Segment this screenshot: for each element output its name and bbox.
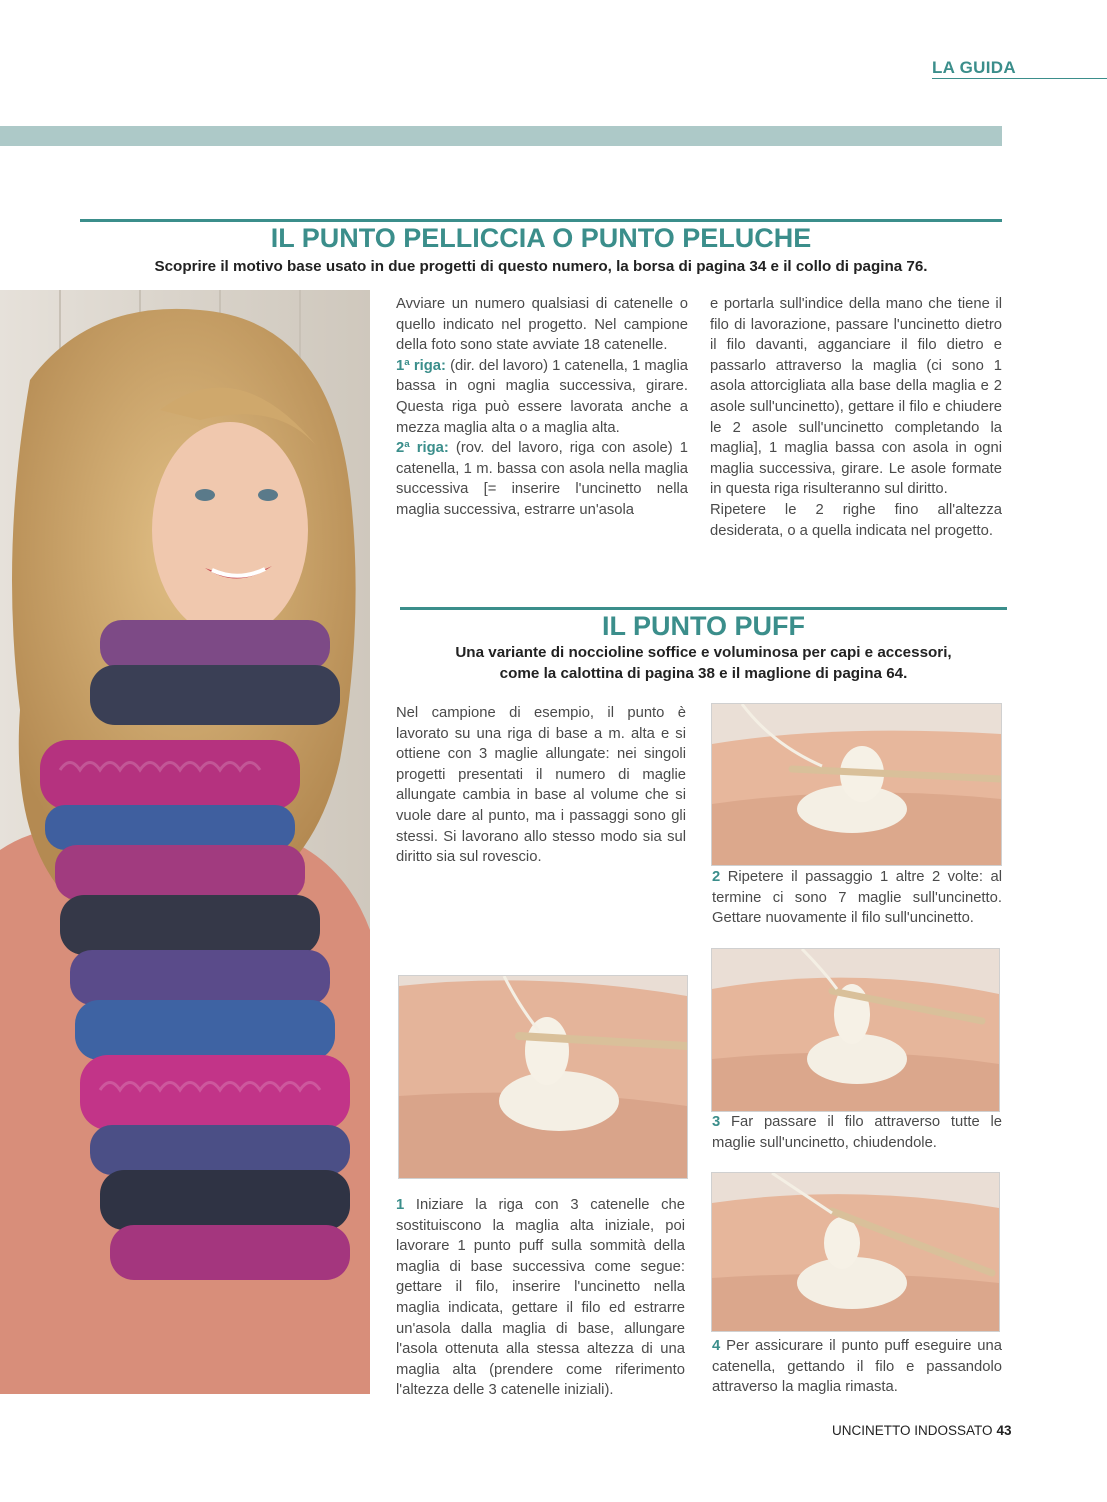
section1-repeat: Ripetere le 2 righe fino all'altezza desiderata, o a quella indicata nel progetto.: [710, 501, 1002, 539]
crochet-hand-illustration: [712, 1173, 999, 1331]
header-rule: [932, 78, 1107, 79]
step1-text: Iniziare la riga con 3 catenelle che sostituiscono la maglia alta iniziale, poi lavorare 1 punto puff sulla sommità della maglia di base successiva come segue: gettare il filo, inserire l'uncinetto nella maglia indicata, gettare il filo ed estrarre un'asola dalla maglia di base, allungare l'asola ottenuta alla stessa altezza di una maglia alta (prendere come riferimento l'altezza delle 3 catenelle iniziali).: [396, 1197, 685, 1399]
model-photo: [0, 290, 370, 1394]
section2-subtitle-line1: Una variante di noccioline soffice e voluminosa per capi e accessori,: [455, 644, 952, 661]
section2-title: IL PUNTO PUFF: [601, 611, 805, 641]
section2-subtitle-line2: come la calottina di pagina 38 e il maglione di pagina 64.: [499, 665, 908, 682]
step2-number: 2: [712, 869, 721, 885]
step1-caption: [396, 1195, 685, 1401]
section1-rule: [80, 219, 1002, 222]
section1-col2-text: e portarla sull'indice della mano che tiene il filo di lavorazione, passare l'uncinetto dietro il filo davanti, agganciare il filo dietro e passarlo attraverso la maglia (ci sono 1 asola attorcigliata alla base della maglia e 2 asole sull'uncinetto), gettare il filo e chiudere le 2 asole sull'uncinetto completando la maglia], 1 maglia bassa con asola in ogni maglia successiva, girare. Le asole formate in questa riga risulteranno sul diritto.: [710, 296, 1002, 498]
step3-number: 3: [712, 1114, 721, 1130]
step4-number: 4: [712, 1338, 721, 1354]
step2-caption: [712, 867, 1002, 929]
step3-photo: [711, 948, 1000, 1112]
section2-rule: [400, 607, 1007, 610]
section1-row1: [396, 356, 688, 438]
row2-text: (rov. del lavoro, riga con asole) 1 catenella, 1 m. bassa con asola nella maglia successiva [= inserire l'uncinetto nella maglia successiva, estrarre un'asola: [396, 440, 688, 518]
step3-caption: [712, 1112, 1002, 1153]
page-number: 43: [996, 1423, 1012, 1438]
section2-intro: Nel campione di esempio, il punto è lavorato su una riga di base a m. alta e si ottiene con 3 maglie allungate: nei singoli progetti presentati il numero di maglie allungate cambia in base al volume che si vuole dare al punto, ma i passaggi sono gli stessi. Si lavorano allo stesso modo sia sul diritto sia sul rovescio.: [396, 705, 686, 866]
crochet-hand-illustration: [399, 976, 687, 1178]
page-footer: [832, 1423, 1012, 1438]
step3-text: Far passare il filo attraverso tutte le maglie sull'uncinetto, chiudendole.: [712, 1114, 1002, 1151]
section1-row2: [396, 438, 688, 520]
section1-column-1: [396, 294, 688, 521]
step2-photo: [711, 703, 1002, 866]
section-label: LA GUIDA: [932, 58, 1016, 77]
step4-caption: [712, 1336, 1002, 1398]
step1-number: 1: [396, 1197, 405, 1213]
step1-photo: [398, 975, 688, 1179]
header-band: [0, 126, 1002, 146]
section1-intro: Avviare un numero qualsiasi di catenelle o quello indicato nel progetto. Nel campione della foto sono state avviate 18 catenelle.: [396, 296, 688, 354]
model-scarf-illustration: [0, 290, 370, 1394]
crochet-hand-illustration: [712, 949, 999, 1111]
row1-text: (dir. del lavoro) 1 catenella, 1 maglia bassa in ogni maglia successiva, girare. Questa riga può essere lavorata anche a mezza maglia alta o a maglia alta.: [396, 357, 688, 436]
step2-text: Ripetere il passaggio 1 altre 2 volte: al termine ci sono 7 maglie sull'uncinetto. Gettare nuovamente il filo sull'uncinetto.: [712, 869, 1002, 927]
section1-subtitle: Scoprire il motivo base usato in due progetti di questo numero, la borsa di pagina 34 e il collo di pagina 76.: [154, 258, 928, 275]
row1-label: 1ª riga:: [396, 357, 446, 374]
step4-photo: [711, 1172, 1000, 1332]
section1-title: IL PUNTO PELLICCIA O PUNTO PELUCHE: [270, 223, 812, 253]
step4-text: Per assicurare il punto puff eseguire una catenella, gettando il filo e passandolo attraverso la maglia rimasta.: [712, 1338, 1002, 1396]
magazine-name: UNCINETTO INDOSSATO: [832, 1423, 993, 1438]
crochet-hand-illustration: [712, 704, 1001, 865]
section1-column-2: [710, 294, 1002, 541]
row2-label: 2ª riga:: [396, 440, 449, 457]
